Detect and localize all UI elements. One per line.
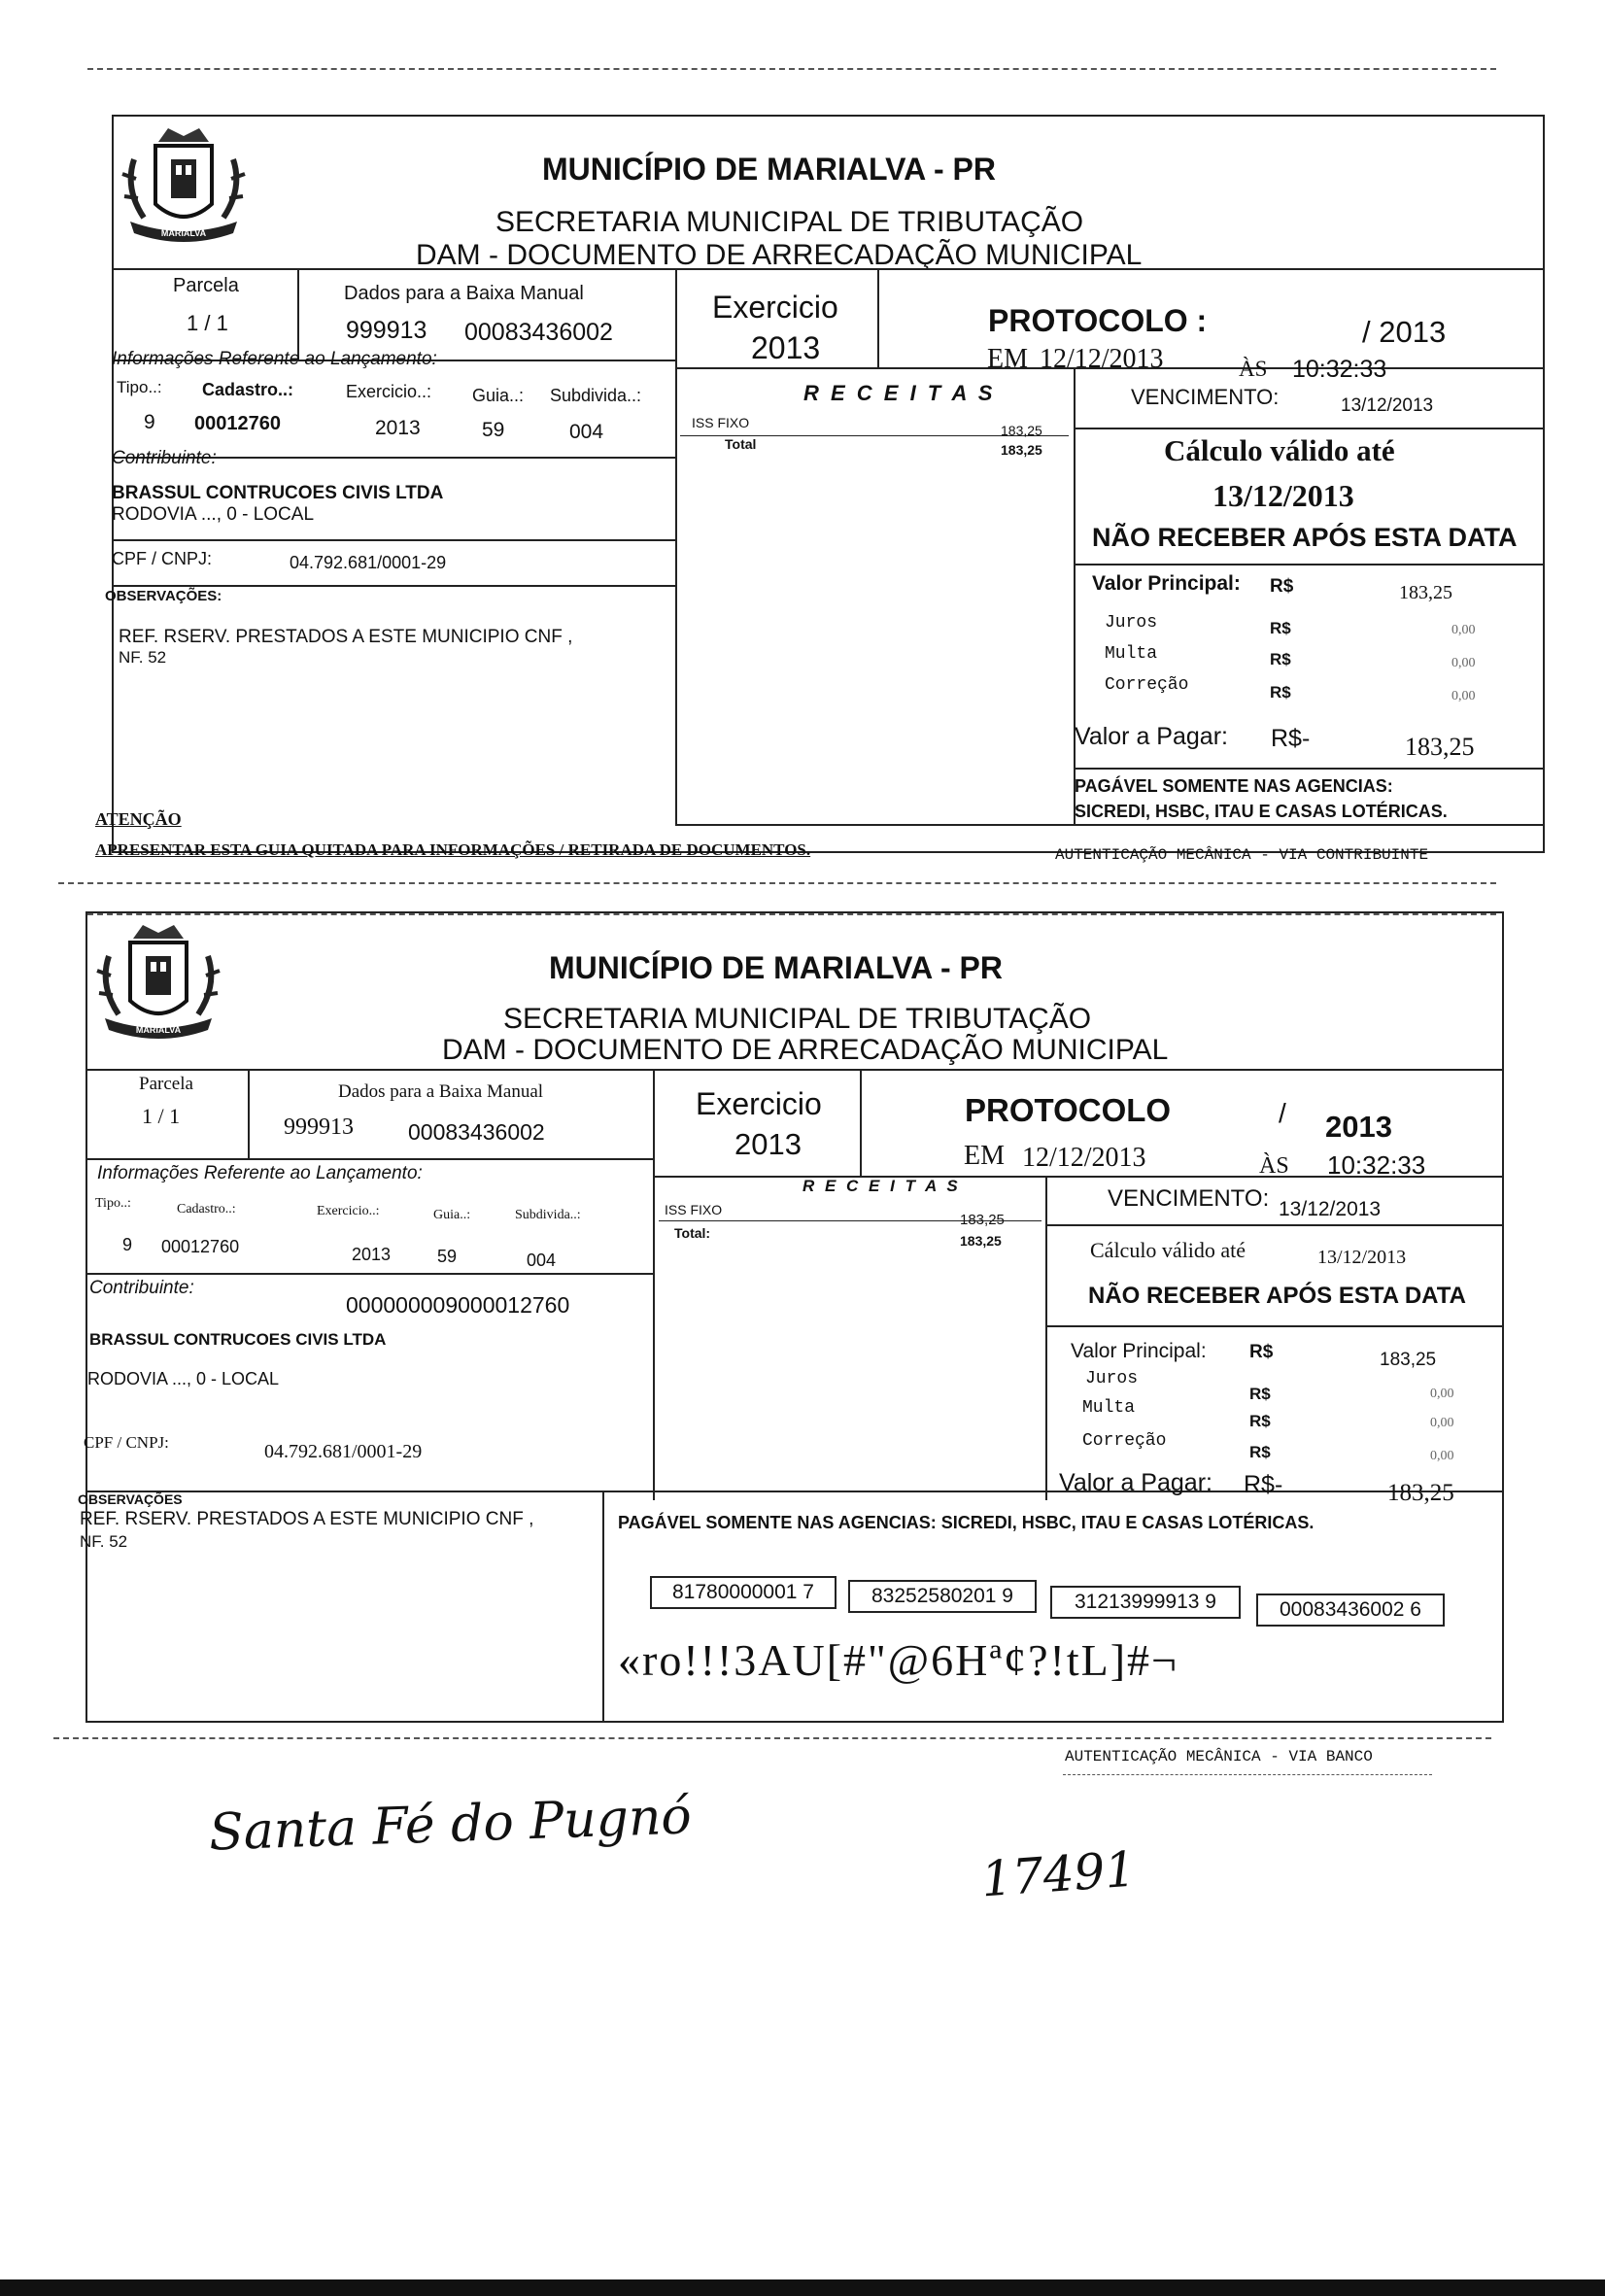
exercicio-value: 2013: [734, 1127, 802, 1161]
valor-principal-label: Valor Principal:: [1092, 572, 1241, 595]
iss-fixo-label: ISS FIXO: [692, 415, 750, 430]
parcela-label: Parcela: [173, 275, 239, 296]
contribuinte-name: BRASSUL CONTRUCOES CIVIS LTDA: [112, 483, 444, 503]
guia-value: 59: [482, 419, 505, 441]
contribuinte-label: Contribuinte:: [89, 1278, 194, 1298]
municipal-crest-icon: [115, 120, 253, 255]
valor-a-pagar-value: 183,25: [1387, 1480, 1454, 1506]
guia-label: Guia..:: [472, 386, 525, 405]
cadastro-value: 00012760: [194, 413, 281, 434]
handwritten-number: 17491: [979, 1840, 1138, 1908]
valor-a-pagar-label: Valor a Pagar:: [1075, 723, 1228, 750]
observacoes-line-1: REF. RSERV. PRESTADOS A ESTE MUNICIPIO CNF ,: [80, 1509, 534, 1529]
vencimento-value: 13/12/2013: [1341, 395, 1434, 416]
observacoes-line-2: NF. 52: [80, 1532, 128, 1551]
cpf-cnpj-label: CPF / CNPJ:: [84, 1433, 169, 1452]
apresentar-guia-notice: APRESENTAR ESTA GUIA QUITADA PARA INFORMAÇÕES / RETIRADA DE DOCUMENTOS.: [95, 840, 811, 859]
cut-line-bottom: [53, 1737, 1491, 1739]
correcao-value: 0,00: [1451, 689, 1476, 703]
exercicio-value: 2013: [751, 330, 821, 365]
em-label: EM: [964, 1141, 1005, 1171]
contribuinte-address: RODOVIA ..., 0 - LOCAL: [87, 1369, 280, 1388]
valor-principal-currency: R$: [1249, 1342, 1274, 1362]
baixa-manual-label: Dados para a Baixa Manual: [338, 1081, 544, 1102]
exercicio-small-label: Exercicio..:: [346, 382, 432, 401]
cpf-cnpj-value: 04.792.681/0001-29: [264, 1441, 423, 1462]
as-label: ÀS: [1259, 1153, 1289, 1179]
observacoes-line-2: NF. 52: [119, 648, 167, 667]
secretaria-subtitle: SECRETARIA MUNICIPAL DE TRIBUTAÇÃO: [503, 1003, 1092, 1035]
calculo-valido-label: Cálculo válido até: [1164, 433, 1395, 467]
iss-fixo-value: 183,25: [960, 1212, 1005, 1228]
observacoes-label: OBSERVAÇÕES: [78, 1491, 183, 1507]
protocolo-label: PROTOCOLO :: [988, 303, 1208, 338]
barcode-glyphs: «ro!!!3AU[#"@6Hª¢?!tL]#¬: [618, 1635, 1178, 1685]
parcela-value: 1 / 1: [142, 1104, 181, 1128]
contribuinte-label: Contribuinte:: [112, 448, 217, 468]
protocolo-year: / 2013: [1362, 315, 1447, 349]
subdivida-label: Subdivida..:: [550, 386, 642, 405]
total-value: 183,25: [1001, 442, 1042, 458]
valor-a-pagar-label: Valor a Pagar:: [1059, 1469, 1212, 1496]
crest-text: MARIALVA: [135, 1025, 182, 1035]
multa-value: 0,00: [1430, 1416, 1454, 1430]
guia-label: Guia..:: [433, 1208, 471, 1222]
nao-receber-warning: NÃO RECEBER APÓS ESTA DATA: [1088, 1283, 1466, 1309]
autenticacao-via-banco: AUTENTICAÇÃO MECÂNICA - VIA BANCO: [1065, 1748, 1373, 1765]
tipo-value: 9: [122, 1235, 133, 1254]
baixa-code-1: 999913: [346, 317, 427, 344]
juros-currency: R$: [1249, 1385, 1271, 1403]
em-date: 12/12/2013: [1022, 1143, 1146, 1173]
calculo-date: 13/12/2013: [1212, 478, 1354, 513]
juros-value: 0,00: [1451, 623, 1476, 637]
exercicio-small-value: 2013: [352, 1245, 392, 1264]
municipality-title: MUNICÍPIO DE MARIALVA - PR: [549, 950, 1003, 985]
tipo-value: 9: [144, 411, 155, 433]
protocolo-slash: /: [1279, 1098, 1286, 1128]
exercicio-small-value: 2013: [375, 417, 421, 439]
contribuinte-name: BRASSUL CONTRUCOES CIVIS LTDA: [89, 1330, 387, 1349]
vencimento-label: VENCIMENTO:: [1131, 385, 1280, 409]
multa-currency: R$: [1249, 1412, 1271, 1430]
juros-value: 0,00: [1430, 1387, 1454, 1401]
calculo-date: 13/12/2013: [1317, 1247, 1407, 1268]
tipo-label: Tipo..:: [117, 378, 162, 396]
cpf-cnpj-label: CPF / CNPJ:: [112, 549, 213, 568]
exercicio-small-label: Exercicio..:: [317, 1204, 380, 1218]
subdivida-value: 004: [527, 1251, 557, 1270]
cadastro-label: Cadastro..:: [177, 1202, 236, 1217]
barcode-number-1: 81780000001 7: [650, 1576, 837, 1609]
total-value: 183,25: [960, 1233, 1002, 1249]
valor-a-pagar-value: 183,25: [1405, 733, 1475, 761]
correcao-value: 0,00: [1430, 1449, 1454, 1463]
iss-fixo-label: ISS FIXO: [665, 1202, 723, 1217]
vencimento-value: 13/12/2013: [1279, 1198, 1382, 1220]
barcode-number-3: 31213999913 9: [1050, 1586, 1241, 1619]
municipal-crest-icon: [89, 917, 227, 1051]
observacoes-line-1: REF. RSERV. PRESTADOS A ESTE MUNICIPIO CNF ,: [119, 627, 573, 647]
contribuinte-code: 000000009000012760: [346, 1292, 570, 1318]
total-label: Total:: [674, 1225, 711, 1241]
as-time: 10:32:33: [1292, 356, 1387, 383]
parcela-label: Parcela: [139, 1074, 193, 1094]
atencao-label: ATENÇÃO: [95, 809, 182, 829]
em-date: 12/12/2013: [1040, 344, 1164, 374]
valor-principal-value: 183,25: [1380, 1350, 1437, 1370]
correcao-label: Correção: [1082, 1431, 1167, 1451]
cadastro-label: Cadastro..:: [202, 380, 294, 399]
baixa-manual-label: Dados para a Baixa Manual: [344, 283, 584, 304]
juros-label: Juros: [1085, 1369, 1139, 1388]
multa-label: Multa: [1105, 644, 1158, 664]
correcao-currency: R$: [1270, 683, 1291, 702]
contribuinte-address: RODOVIA ..., 0 - LOCAL: [112, 504, 315, 525]
cadastro-value: 00012760: [161, 1237, 240, 1256]
subdivida-value: 004: [569, 421, 604, 443]
document-title: DAM - DOCUMENTO DE ARRECADAÇÃO MUNICIPAL: [416, 239, 1143, 271]
cut-line-middle: [58, 882, 1496, 884]
pagavel-line-2: SICREDI, HSBC, ITAU E CASAS LOTÉRICAS.: [1075, 802, 1448, 821]
as-label: ÀS: [1239, 357, 1268, 381]
parcela-value: 1 / 1: [187, 311, 228, 335]
juros-label: Juros: [1105, 613, 1158, 633]
em-label: EM: [987, 344, 1028, 374]
valor-principal-currency: R$: [1270, 576, 1294, 597]
calculo-valido-label: Cálculo válido até: [1090, 1238, 1246, 1262]
valor-principal-label: Valor Principal:: [1071, 1340, 1207, 1362]
iss-fixo-value: 183,25: [1001, 423, 1042, 438]
multa-value: 0,00: [1451, 656, 1476, 670]
correcao-currency: R$: [1249, 1443, 1271, 1461]
document-title: DAM - DOCUMENTO DE ARRECADAÇÃO MUNICIPAL: [442, 1034, 1169, 1066]
valor-principal-value: 183,25: [1399, 582, 1452, 603]
juros-currency: R$: [1270, 619, 1291, 637]
valor-a-pagar-currency: R$-: [1271, 725, 1311, 752]
barcode-number-4: 00083436002 6: [1256, 1593, 1445, 1627]
guia-value: 59: [437, 1247, 458, 1266]
autenticacao-underline: [1063, 1774, 1432, 1775]
total-label: Total: [725, 436, 757, 452]
municipality-title: MUNICÍPIO DE MARIALVA - PR: [542, 152, 996, 187]
subdivida-label: Subdivida..:: [515, 1208, 581, 1222]
autenticacao-via-contribuinte: AUTENTICAÇÃO MECÂNICA - VIA CONTRIBUINTE: [1055, 846, 1429, 864]
baixa-code-1: 999913: [284, 1114, 354, 1140]
cpf-cnpj-value: 04.792.681/0001-29: [290, 553, 447, 572]
tipo-label: Tipo..:: [95, 1196, 131, 1211]
multa-currency: R$: [1270, 650, 1291, 668]
info-lancamento-label: Informações Referente ao Lançamento:: [112, 349, 437, 369]
as-time: 10:32:33: [1327, 1150, 1426, 1180]
exercicio-label: Exercicio: [696, 1086, 822, 1121]
crest-text: MARIALVA: [160, 228, 207, 238]
correcao-label: Correção: [1105, 675, 1189, 695]
cut-line-top: [87, 68, 1496, 70]
protocolo-year: 2013: [1325, 1110, 1392, 1144]
protocolo-label: PROTOCOLO: [965, 1092, 1172, 1128]
exercicio-label: Exercicio: [712, 290, 838, 325]
pagavel-agencias: PAGÁVEL SOMENTE NAS AGENCIAS: SICREDI, HSBC, ITAU E CASAS LOTÉRICAS.: [618, 1513, 1315, 1532]
baixa-code-2: 00083436002: [464, 319, 613, 346]
barcode-number-2: 83252580201 9: [848, 1580, 1037, 1613]
secretaria-subtitle: SECRETARIA MUNICIPAL DE TRIBUTAÇÃO: [495, 206, 1084, 238]
receitas-label: R E C E I T A S: [802, 1177, 961, 1195]
multa-label: Multa: [1082, 1398, 1136, 1418]
handwritten-signature: Santa Fé do Pugnó: [208, 1787, 693, 1863]
baixa-code-2: 00083436002: [408, 1119, 545, 1145]
receitas-label: R E C E I T A S: [803, 381, 996, 405]
info-lancamento-label: Informações Referente ao Lançamento:: [97, 1163, 423, 1183]
valor-a-pagar-currency: R$-: [1244, 1471, 1283, 1498]
nao-receber-warning: NÃO RECEBER APÓS ESTA DATA: [1092, 523, 1518, 552]
scan-edge: [0, 2279, 1605, 2296]
pagavel-line-1: PAGÁVEL SOMENTE NAS AGENCIAS:: [1075, 776, 1393, 796]
vencimento-label: VENCIMENTO:: [1108, 1185, 1270, 1212]
observacoes-label: OBSERVAÇÕES:: [105, 588, 222, 604]
